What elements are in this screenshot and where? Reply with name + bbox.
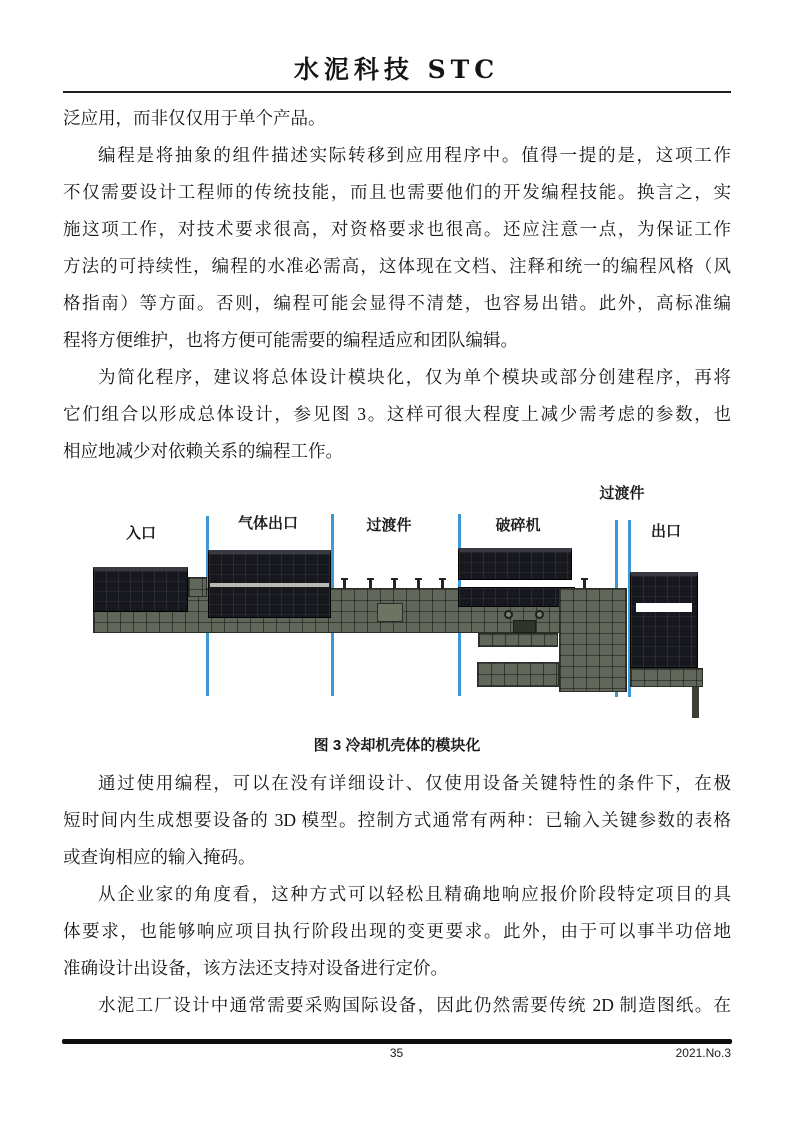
body-text: [63, 100, 731, 1024]
label-inlet: 入口: [125, 525, 156, 542]
label-transition: 过渡件: [366, 517, 412, 534]
text-line: 泛应用，而非仅仅用于单个产品。: [63, 108, 326, 128]
crusher-step-lower: [477, 662, 559, 687]
outlet-housing: [630, 572, 698, 668]
figure-cooler-modularization: [63, 470, 731, 765]
text-line: 或查询相应的输入掩码。: [63, 847, 256, 867]
text-line: 不仅需要设计工程师的传统技能，而且也需要他们的开发编程技能。换言之，实: [63, 182, 731, 202]
page-number: 35: [389, 1046, 404, 1060]
crusher-wheel: [504, 610, 513, 619]
text-line: 从企业家的角度看，这种方式可以轻松且精确地响应报价阶段特定项目的具: [98, 884, 731, 904]
crusher-step-upper: [478, 633, 558, 647]
label-crusher: 破碎机: [495, 517, 541, 534]
discharge-column: [559, 588, 627, 692]
shell-bolt: [393, 578, 396, 589]
text-line: 短时间内生成想要设备的 3D 模型。控制方式通常有两种：已输入关键参数的表格: [63, 810, 731, 830]
issue-number: 2021.No.3: [675, 1046, 731, 1060]
crusher-wheel: [535, 610, 544, 619]
label-transition-top: 过渡件: [599, 485, 645, 502]
figure-caption: 图 3 冷却机壳体的模块化: [313, 737, 481, 754]
journal-title: 水泥科技 STC: [293, 55, 500, 84]
crusher-hatch: [513, 620, 536, 633]
shell-bolt: [369, 578, 372, 589]
outlet-base: [630, 668, 703, 687]
shell-bolt: [343, 578, 346, 589]
outlet-slot: [636, 603, 692, 612]
text-line: 准确设计出设备，该方法还支持对设备进行定价。: [63, 958, 448, 978]
shell-bolt: [441, 578, 444, 589]
text-line: 相应地减少对依赖关系的编程工作。: [63, 441, 343, 461]
text-line: 水泥工厂设计中通常需要采购国际设备，因此仍然需要传统 2D 制造图纸。在: [98, 995, 731, 1015]
outlet-leg: [692, 687, 699, 718]
text-line: 施这项工作，对技术要求很高，对资格要求也很高。还应注意一点，为保证工作: [63, 219, 731, 239]
inlet-housing: [93, 567, 188, 612]
label-outlet: 出口: [650, 523, 681, 540]
text-line: 编程是将抽象的组件描述实际转移到应用程序中。值得一提的是，这项工作: [98, 145, 731, 165]
text-line: 它们组合以形成总体设计，参见图 3。这样可很大程度上减少需考虑的参数，也: [63, 404, 731, 424]
inlet-step: [188, 577, 207, 597]
text-line: 方法的可持续性，编程的水准必需高，这体现在文档、注释和统一的编程风格（风: [63, 256, 731, 276]
gas-outlet-stripe: [210, 583, 329, 587]
text-line: 体要求，也能够响应项目执行阶段出现的变更要求。此外，由于可以事半功倍地: [63, 921, 731, 941]
transition-panel: [377, 603, 403, 622]
crusher-housing-mid: [458, 587, 575, 607]
text-line: 格指南）等方面。否则，编程可能会显得不清楚，也容易出错。此外，高标准编: [63, 293, 731, 313]
text-line: 为简化程序，建议将总体设计模块化，仅为单个模块或部分创建程序，再将: [98, 367, 731, 387]
shell-bolt: [417, 578, 420, 589]
text-line: 程将方便维护，也将方便可能需要的编程适应和团队编辑。: [63, 330, 518, 350]
header-rule: [63, 91, 731, 93]
label-gas-outlet: 气体出口: [237, 515, 298, 532]
crusher-housing-top: [458, 548, 572, 580]
footer-rule: [62, 1039, 732, 1044]
text-line: 通过使用编程，可以在没有详细设计、仅使用设备关键特性的条件下，在极: [98, 773, 731, 793]
